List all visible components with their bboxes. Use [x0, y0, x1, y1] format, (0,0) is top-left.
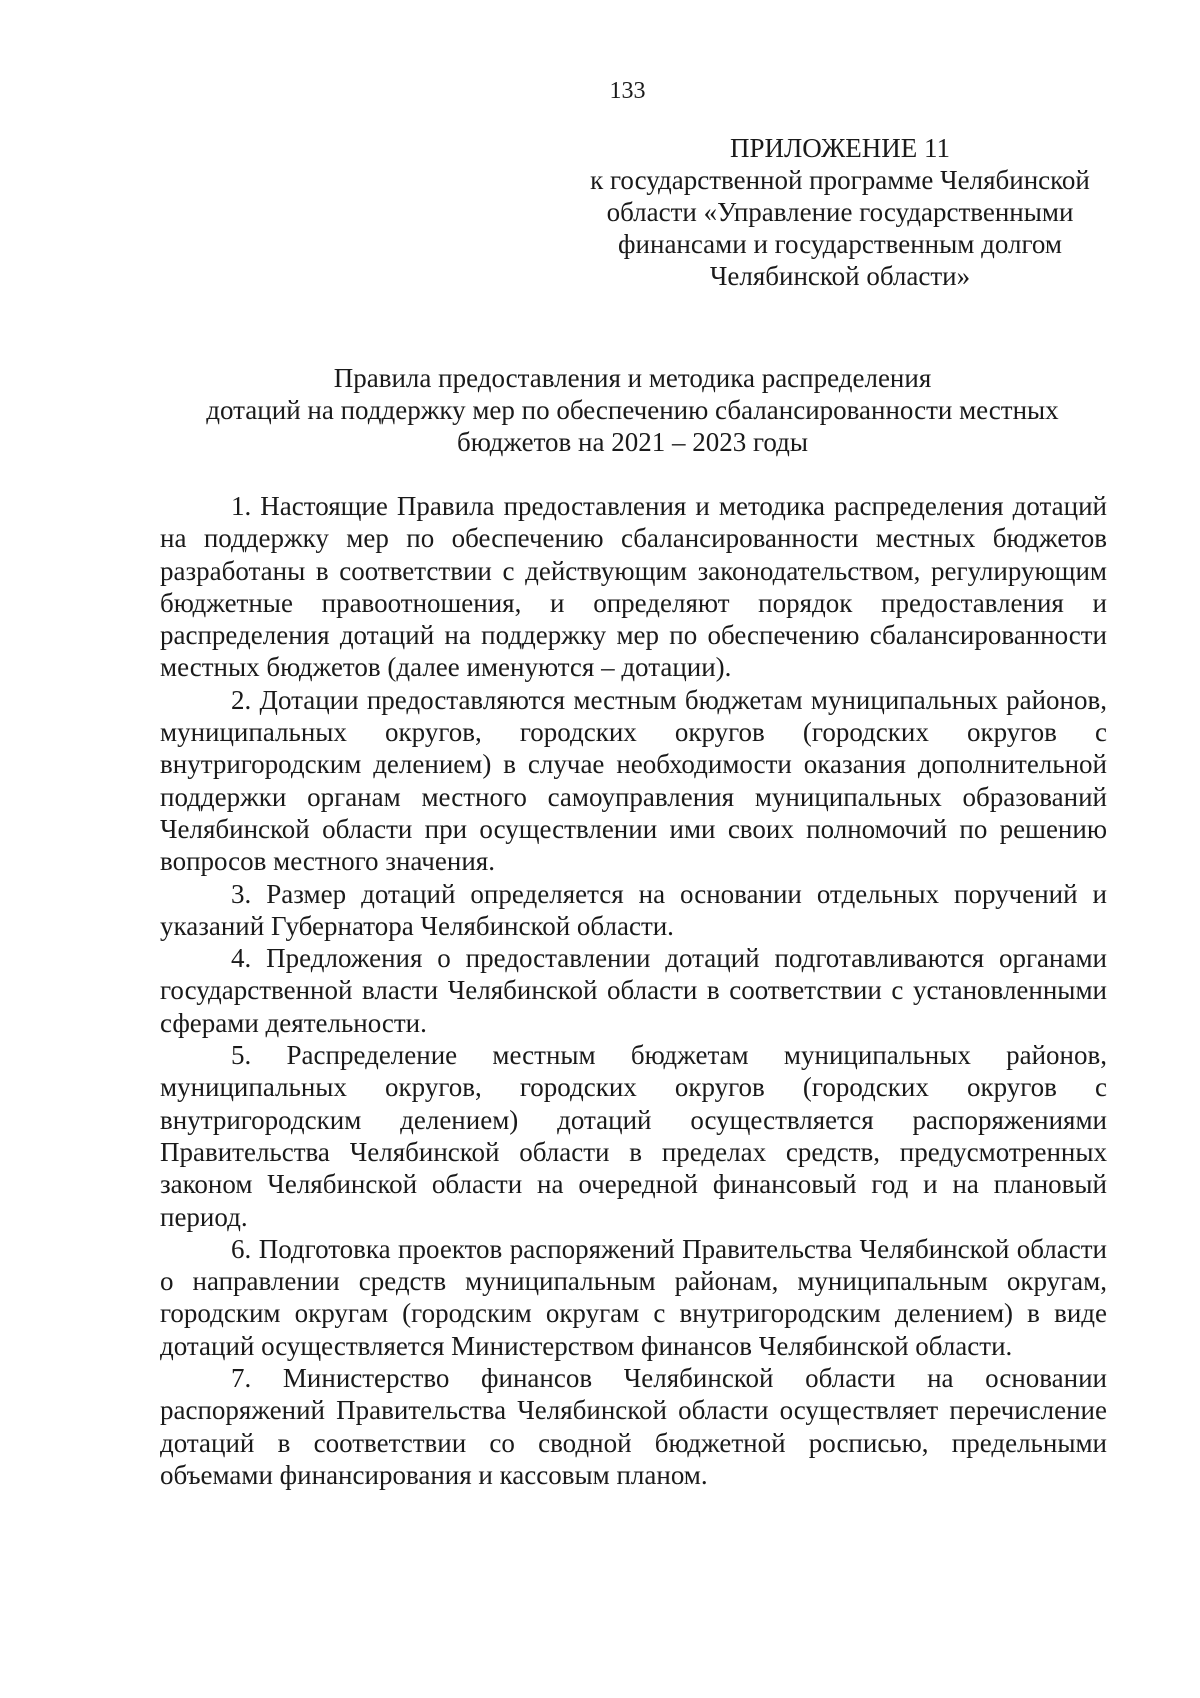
document-title-line: бюджетов на 2021 – 2023 годы: [457, 427, 808, 457]
paragraph-2: 2. Дотации предоставляются местным бюджетам муниципальных районов, муниципальных округов, городских округов (городских округов с внутригородским делением) в случае необходимости оказания дополнительной поддержки органам местного самоуправления муниципальных образований Челябинской области при осуществлении ими своих полномочий по решению вопросов местного значения.: [160, 684, 1107, 877]
appendix-header: [575, 132, 1105, 292]
document-body: [160, 490, 1107, 1491]
appendix-title: ПРИЛОЖЕНИЕ 11: [729, 133, 951, 163]
page-number: 133: [609, 78, 646, 104]
appendix-line: Челябинской области»: [709, 261, 971, 291]
document-title: [160, 362, 1105, 458]
appendix-line: области «Управление государственными: [606, 197, 1074, 227]
document-title-line: дотаций на поддержку мер по обеспечению сбалансированности местных: [206, 395, 1059, 425]
paragraph-5: 5. Распределение местным бюджетам муниципальных районов, муниципальных округов, городских округов (городских округов с внутригородским делением) дотаций осуществляется распоряжениями Правительства Челябинской области в пределах средств, предусмотренных законом Челябинской области на очередной финансовый год и на плановый период.: [160, 1040, 1107, 1232]
appendix-line: финансами и государственным долгом: [618, 229, 1062, 259]
paragraph-1: 1. Настоящие Правила предоставления и методика распределения дотаций на поддержку мер по обеспечению сбалансированности местных бюджетов разработаны в соответствии с действующим законодательством, регулирующим бюджетные правоотношения, и определяют порядок предоставления и распределения дотаций на поддержку мер по обеспечению сбалансированности местных бюджетов (далее именуются – дотации).: [160, 491, 1107, 683]
paragraph-3: 3. Размер дотаций определяется на основании отдельных поручений и указаний Губернатора Челябинской области.: [160, 878, 1107, 941]
document-title-line: Правила предоставления и методика распределения: [333, 363, 932, 393]
paragraph-6: 6. Подготовка проектов распоряжений Правительства Челябинской области о направлении средств муниципальным районам, муниципальным округам, городским округам (городским округам с внутригородским делением) в виде дотаций осуществляется Министерством финансов Челябинской области.: [160, 1233, 1107, 1361]
paragraph-4: 4. Предложения о предоставлении дотаций подготавливаются органами государственной власти Челябинской области в соответствии с установленными сферами деятельности.: [160, 943, 1107, 1038]
paragraph-7: 7. Министерство финансов Челябинской области на основании распоряжений Правительства Челябинской области осуществляет перечисление дотаций в соответствии со сводной бюджетной росписью, предельными объемами финансирования и кассовым планом.: [160, 1363, 1107, 1490]
appendix-line: к государственной программе Челябинской: [590, 165, 1090, 195]
